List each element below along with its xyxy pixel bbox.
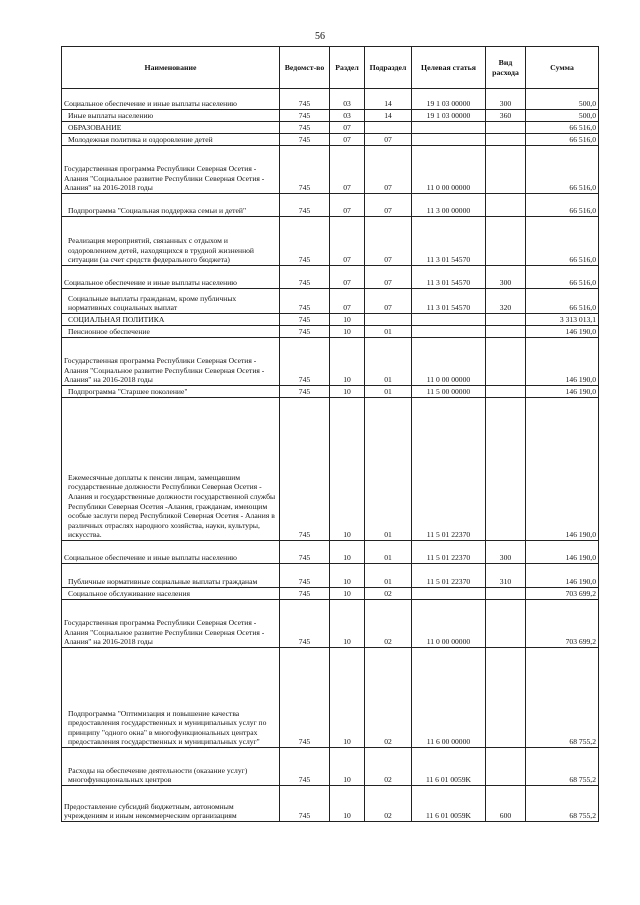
cell-name: Ежемесячные доплаты к пенсии лицам, замещавшим государственные должности Республики Северная Осетия - Алания и государственные должности государственной службы Республики Северная Осетия -Алания, гражданам, имеющим особые заслуги перед Республикой Северная Осетия - Алания в различных отраслях народного хозяйства, науки, культуры, искусства. [62,398,280,541]
cell-dept: 745 [280,289,330,314]
cell-sum: 66 516,0 [526,134,599,146]
cell-dept: 745 [280,786,330,822]
cell-exp-type [486,314,526,326]
table-row [62,89,599,110]
header-section: Раздел [330,47,365,89]
cell-exp-type: 300 [486,89,526,110]
cell-dept: 745 [280,648,330,748]
cell-exp-type: 300 [486,541,526,564]
cell-subsection: 07 [365,194,412,217]
cell-target: 11 5 01 22370 [412,541,486,564]
cell-name: Подпрограмма "Социальная поддержка семьи и детей" [62,194,280,217]
cell-dept: 745 [280,217,330,266]
cell-exp-type [486,748,526,786]
cell-sum: 500,0 [526,89,599,110]
cell-exp-type [486,600,526,648]
cell-dept: 745 [280,564,330,588]
table-row [62,326,599,338]
cell-section: 07 [330,194,365,217]
cell-sum: 146 190,0 [526,326,599,338]
cell-exp-type [486,398,526,541]
cell-sum: 500,0 [526,110,599,122]
cell-target: 11 0 00 00000 [412,146,486,194]
cell-section: 10 [330,588,365,600]
cell-target: 11 5 01 22370 [412,398,486,541]
cell-target: 19 1 03 00000 [412,89,486,110]
cell-sum: 703 699,2 [526,588,599,600]
cell-subsection: 07 [365,146,412,194]
cell-section: 07 [330,134,365,146]
cell-section: 10 [330,398,365,541]
cell-exp-type: 310 [486,564,526,588]
cell-dept: 745 [280,266,330,289]
cell-dept: 745 [280,134,330,146]
page-number: 56 [315,31,325,42]
cell-exp-type [486,648,526,748]
cell-target [412,326,486,338]
cell-section: 10 [330,564,365,588]
cell-section: 03 [330,110,365,122]
cell-subsection: 02 [365,748,412,786]
cell-target: 11 5 00 00000 [412,386,486,398]
cell-name: Молодежная политика и оздоровление детей [62,134,280,146]
cell-sum: 703 699,2 [526,600,599,648]
cell-name: Социальное обеспечение и иные выплаты населению [62,266,280,289]
cell-target: 11 6 01 0059K [412,748,486,786]
cell-subsection: 02 [365,600,412,648]
cell-name: Предоставление субсидий бюджетным, автономным учреждениям и иным некоммерческим организациям [62,786,280,822]
header-name: Наименование [62,47,280,89]
cell-name: Государственная программа Республики Северная Осетия - Алания "Социальное развитие Республики Северная Осетия - Алания" на 2016-2018 годы [62,600,280,648]
cell-subsection: 01 [365,398,412,541]
cell-exp-type [486,588,526,600]
cell-dept: 745 [280,194,330,217]
table-row [62,338,599,386]
table-row [62,289,599,314]
cell-subsection [365,122,412,134]
table-row [62,146,599,194]
table-row [62,122,599,134]
cell-exp-type [486,134,526,146]
cell-target: 11 3 01 54570 [412,266,486,289]
cell-section: 10 [330,338,365,386]
cell-section: 10 [330,600,365,648]
cell-dept: 745 [280,600,330,648]
cell-sum: 66 516,0 [526,266,599,289]
cell-section: 10 [330,541,365,564]
table-row [62,110,599,122]
table-row [62,266,599,289]
cell-subsection: 01 [365,338,412,386]
cell-dept: 745 [280,541,330,564]
cell-name: Расходы на обеспечение деятельности (оказание услуг) многофункциональных центров [62,748,280,786]
cell-section: 10 [330,326,365,338]
cell-exp-type: 360 [486,110,526,122]
table-row [62,564,599,588]
cell-exp-type [486,386,526,398]
cell-target: 11 3 01 54570 [412,217,486,266]
cell-subsection: 07 [365,217,412,266]
cell-sum: 3 313 013,1 [526,314,599,326]
cell-target: 11 5 01 22370 [412,564,486,588]
cell-dept: 745 [280,122,330,134]
cell-exp-type [486,122,526,134]
cell-name: ОБРАЗОВАНИЕ [62,122,280,134]
cell-dept: 745 [280,326,330,338]
table-row [62,386,599,398]
cell-sum: 146 190,0 [526,386,599,398]
cell-name: Подпрограмма "Оптимизация и повышение качества предоставления государственных и муниципальных услуг по принципу "одного окна" в многофункциональных центрах предоставления государственных и муниципальных услуг" [62,648,280,748]
cell-subsection: 01 [365,564,412,588]
cell-dept: 745 [280,338,330,386]
cell-target: 11 3 00 00000 [412,194,486,217]
cell-exp-type [486,326,526,338]
cell-subsection: 07 [365,289,412,314]
cell-name: Социальное обеспечение и иные выплаты населению [62,89,280,110]
cell-section: 07 [330,266,365,289]
cell-section: 07 [330,146,365,194]
budget-table [61,46,599,822]
cell-target [412,122,486,134]
header-dept: Ведомст-во [280,47,330,89]
header-exp-type: Вид расхода [486,47,526,89]
cell-section: 10 [330,648,365,748]
cell-subsection [365,314,412,326]
cell-sum: 68 755,2 [526,786,599,822]
cell-sum: 66 516,0 [526,194,599,217]
table-row [62,748,599,786]
cell-subsection: 01 [365,541,412,564]
cell-subsection: 01 [365,326,412,338]
table-row [62,217,599,266]
cell-subsection: 01 [365,386,412,398]
cell-target: 11 0 00 00000 [412,600,486,648]
cell-sum: 146 190,0 [526,541,599,564]
cell-name: Социальные выплаты гражданам, кроме публичных нормативных социальных выплат [62,289,280,314]
cell-name: Иные выплаты населению [62,110,280,122]
cell-target [412,588,486,600]
cell-sum: 66 516,0 [526,146,599,194]
cell-exp-type: 600 [486,786,526,822]
table-row [62,600,599,648]
cell-target [412,314,486,326]
cell-name: Социальное обеспечение и иные выплаты населению [62,541,280,564]
cell-name: Социальное обслуживание населения [62,588,280,600]
cell-name: СОЦИАЛЬНАЯ ПОЛИТИКА [62,314,280,326]
cell-sum: 146 190,0 [526,564,599,588]
cell-subsection: 07 [365,134,412,146]
table-row [62,398,599,541]
cell-name: Пенсионное обеспечение [62,326,280,338]
cell-section: 07 [330,217,365,266]
cell-target [412,134,486,146]
cell-name: Государственная программа Республики Северная Осетия - Алания "Социальное развитие Республики Северная Осетия - Алания" на 2016-2018 годы [62,338,280,386]
table-row [62,314,599,326]
cell-section: 07 [330,122,365,134]
cell-name: Реализация мероприятий, связанных с отдыхом и оздоровлением детей, находящихся в трудной жизненной ситуации (за счет средств федерального бюджета) [62,217,280,266]
cell-name: Публичные нормативные социальные выплаты гражданам [62,564,280,588]
table-header-row [62,47,599,89]
cell-name: Подпрограмма "Старшее поколение" [62,386,280,398]
cell-section: 10 [330,786,365,822]
cell-name: Государственная программа Республики Северная Осетия - Алания "Социальное развитие Республики Северная Осетия - Алания" на 2016-2018 годы [62,146,280,194]
cell-sum: 68 755,2 [526,648,599,748]
cell-target: 11 0 00 00000 [412,338,486,386]
cell-exp-type [486,194,526,217]
cell-section: 03 [330,89,365,110]
cell-section: 07 [330,289,365,314]
cell-target: 11 6 01 0059K [412,786,486,822]
cell-sum: 66 516,0 [526,217,599,266]
cell-dept: 745 [280,748,330,786]
cell-subsection: 02 [365,588,412,600]
header-subsection: Подраздел [365,47,412,89]
cell-section: 10 [330,748,365,786]
table-row [62,134,599,146]
cell-target: 19 1 03 00000 [412,110,486,122]
table-row [62,194,599,217]
cell-subsection: 02 [365,648,412,748]
header-target: Целевая статья [412,47,486,89]
cell-dept: 745 [280,398,330,541]
cell-dept: 745 [280,386,330,398]
cell-subsection: 02 [365,786,412,822]
cell-sum: 68 755,2 [526,748,599,786]
cell-exp-type: 300 [486,266,526,289]
cell-dept: 745 [280,146,330,194]
table-row [62,786,599,822]
cell-target: 11 3 01 54570 [412,289,486,314]
cell-exp-type: 320 [486,289,526,314]
header-sum: Сумма [526,47,599,89]
table-row [62,541,599,564]
cell-sum: 66 516,0 [526,289,599,314]
cell-dept: 745 [280,314,330,326]
cell-sum: 146 190,0 [526,398,599,541]
cell-section: 10 [330,386,365,398]
cell-exp-type [486,146,526,194]
cell-section: 10 [330,314,365,326]
cell-sum: 146 190,0 [526,338,599,386]
cell-dept: 745 [280,110,330,122]
table-row [62,648,599,748]
cell-subsection: 14 [365,89,412,110]
cell-target: 11 6 00 00000 [412,648,486,748]
cell-exp-type [486,217,526,266]
cell-subsection: 14 [365,110,412,122]
cell-sum: 66 516,0 [526,122,599,134]
cell-dept: 745 [280,89,330,110]
table-row [62,588,599,600]
cell-subsection: 07 [365,266,412,289]
cell-exp-type [486,338,526,386]
cell-dept: 745 [280,588,330,600]
